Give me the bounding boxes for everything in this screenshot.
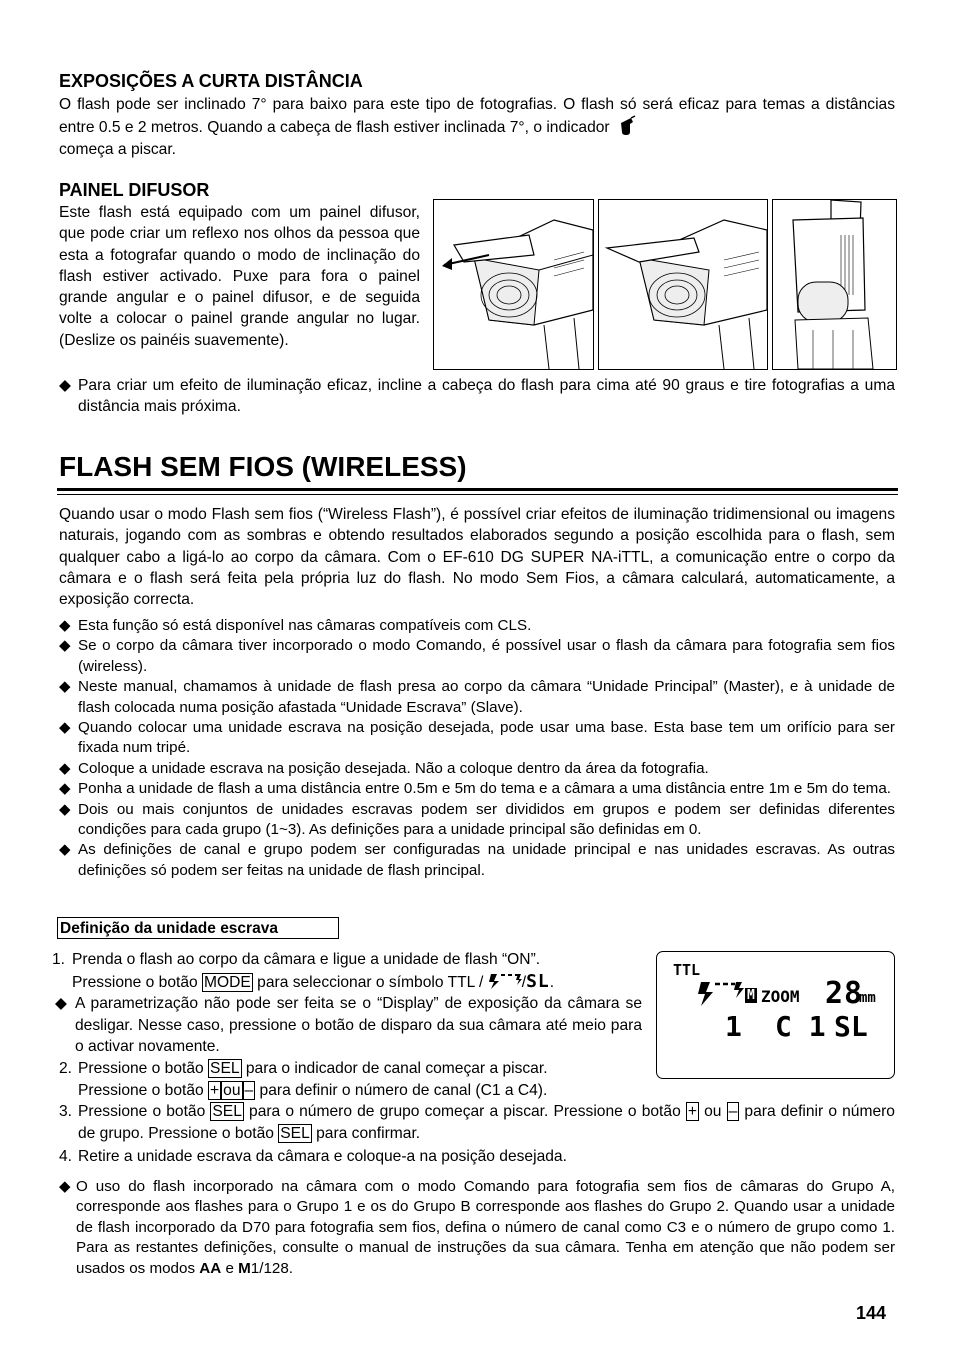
step-3: 3. Pressione o botão SEL para o número de grupo começar a piscar. Pressione o botão + ou – para definir o número de grupo. Pressione o botão SEL para confirmar. xyxy=(59,1103,895,1143)
sel-button-label: SEL xyxy=(212,1103,242,1120)
diamond-bullet-icon: ◆ xyxy=(59,637,71,655)
lcd-mode: SL xyxy=(834,1010,868,1043)
lcd-channel: C 1 xyxy=(775,1010,826,1043)
list-item: ◆ Se o corpo da câmara tiver incorporado o modo Comando, é possível usar o flash da câmara para fotografia sem fios (wireless). xyxy=(59,637,895,675)
sel-button-label: SEL xyxy=(210,1059,240,1077)
wireless-intro: Quando usar o modo Flash sem fios (“Wireless Flash”), é possível criar efeitos de iluminação tridimensional ou imagens naturais, jogando com as sombras e obtendo resultados elaborados segundo a posição escolhida para o flash, sem qualquer cabo a ligá-lo ao corpo da câmara. Com o EF-610 DG SUPER NA-iTTL, a comunicação entre o corpo da câmara e o flash será feita pela própria luz do flash. No modo Sem Fios, a câmara calculará, automaticamente, a exposição correcta. xyxy=(59,506,895,609)
page-number: 144 xyxy=(856,1303,887,1323)
diamond-bullet-icon: ◆ xyxy=(59,719,71,737)
diffuser-figure-1 xyxy=(433,199,594,370)
sel-button-label: SEL xyxy=(280,1125,310,1143)
minus-button-label: – xyxy=(244,1081,254,1099)
title-rule-thin xyxy=(57,494,898,495)
wireless-title: FLASH SEM FIOS (WIRELESS) xyxy=(59,451,467,482)
slave-steps-left xyxy=(52,949,642,1101)
list-item: ◆ Quando colocar uma unidade escrava na posição desejada, pode usar uma base. Esta base tem um orifício para ser fixada num tripé. xyxy=(59,719,895,757)
list-item: ◆ Ponha a unidade de flash a uma distância entre 0.5m e 5m do tema e a câmara a uma distância entre 1m e 5m do tema. xyxy=(59,779,895,799)
flash-head-diffuser-illustration xyxy=(599,200,767,369)
list-item: ◆ Esta função só está disponível nas câmaras compatíveis com CLS. xyxy=(59,616,895,636)
plus-button-label: + xyxy=(687,1103,697,1120)
diamond-bullet-icon: ◆ xyxy=(59,780,71,798)
list-item: ◆ Coloque a unidade escrava na posição desejada. Não a coloque dentro da área da fotografia. xyxy=(59,759,895,779)
diffuser-paragraph: Este flash está equipado com um painel difusor, que pode criar um reflexo nos olhos da pessoa que esta a fotografar quando o modo de inclinação do flash estiver activado. Puxe para fora o painel grande angular e o painel difusor, e de seguida volte a colocar o painel grande angular no lugar. (Deslize os painéis suavemente). xyxy=(59,204,420,349)
lcd-group: 1 xyxy=(725,1010,742,1043)
lcd-unit: mm xyxy=(859,990,876,1006)
minus-button-label: – xyxy=(728,1103,738,1120)
diamond-bullet-icon: ◆ xyxy=(59,841,71,859)
lcd-zoom-value: 28 xyxy=(825,976,864,1011)
step-4: 4. Retire a unidade escrava da câmara e coloque-a na posição desejada. xyxy=(59,1147,567,1165)
wireless-bullets xyxy=(59,616,895,881)
close-up-paragraph xyxy=(59,94,895,160)
heading-diffuser: PAINEL DIFUSOR xyxy=(59,180,210,200)
plus-button-label: + xyxy=(210,1081,220,1099)
diamond-bullet-icon: ◆ xyxy=(59,377,71,394)
lcd-zoom-label: ZOOM xyxy=(761,987,800,1006)
slave-heading: Definição da unidade escrava xyxy=(57,917,339,939)
list-item: ◆ Dois ou mais conjuntos de unidades escravas podem ser divididos em grupos e podem ser definidas diferentes condições para cada grupo (1~3). As definições para a unidade principal são definidas em 0. xyxy=(59,800,895,839)
final-note: ◆ O uso do flash incorporado na câmara com o modo Comando para fotografia sem fios de câmaras do Grupo A, corresponde aos flashes para o Grupo 1 e os do Grupo B corresponde aos flashes do Grupo 2. Quando usar a unidade de flash incorporado da D70 para fotografia sem fios, defina o número de canal como C3 e o número de grupo como 1. Para as restantes definições, consulte o manual de instruções da sua câmara. Tenha em atenção que não podem ser usados os modos AA e M1/128. xyxy=(59,1178,895,1277)
diamond-bullet-icon: ◆ xyxy=(59,759,71,777)
diamond-bullet-icon: ◆ xyxy=(59,678,71,696)
diamond-bullet-icon: ◆ xyxy=(59,800,71,818)
wireless-flash-icon xyxy=(488,972,522,990)
mode-button-label: MODE xyxy=(204,973,251,991)
lcd-display xyxy=(656,951,895,1079)
diffuser-bullet: ◆ Para criar um efeito de iluminação eficaz, incline a cabeça do flash para cima até 90 graus e tire fotografias a uma distância mais próxima. xyxy=(59,377,895,416)
flash-tilt-indicator-icon xyxy=(616,115,636,137)
diffuser-figure-2 xyxy=(598,199,768,370)
diamond-bullet-icon: ◆ xyxy=(59,1178,71,1195)
step-2: 2. Pressione o botão SEL para o indicador de canal começar a piscar. Pressione o botão + ou – para definir o número de canal (C1 a C4). xyxy=(59,1059,548,1099)
diamond-bullet-icon: ◆ xyxy=(59,617,71,634)
step-1: 1. Prenda o flash ao corpo da câmara e ligue a unidade de flash “ON”. Pressione o botão MODE para seleccionar o símbolo TTL / /SL. xyxy=(52,951,555,992)
slave-steps-full xyxy=(52,1101,895,1168)
lcd-ttl: TTL xyxy=(673,961,701,979)
slave-mode-symbol: SL xyxy=(526,970,550,992)
flash-bounce-up-illustration xyxy=(773,200,896,369)
step-1-note: ◆ A parametrização não pode ser feita se o “Display” de exposição da câmara se desligar. Nesse caso, pressione o botão de disparo da sua câmara até meio para o activar novamente. xyxy=(55,995,642,1056)
title-rule-thick xyxy=(57,488,898,491)
list-item: ◆ Neste manual, chamamos à unidade de flash presa ao corpo da câmara “Unidade Principal” (Master), e à unidade de flash colocada numa posição afastada “Unidade Escrava” (Slave). xyxy=(59,678,895,716)
diamond-bullet-icon: ◆ xyxy=(55,995,67,1013)
list-item: ◆ As definições de canal e grupo podem ser configuradas na unidade principal e nas unidades escravas. As outras definições só podem ser feitas na unidade de flash principal. xyxy=(59,841,895,879)
diffuser-figure-3 xyxy=(772,199,897,370)
wireless-flash-icon xyxy=(697,980,745,1008)
lcd-m-badge: M xyxy=(747,988,755,1003)
heading-close-up: EXPOSIÇÕES A CURTA DISTÂNCIA xyxy=(59,71,363,91)
flash-head-pull-out-illustration xyxy=(434,200,593,369)
close-up-text: O flash pode ser inclinado 7° para baixo para este tipo de fotografias. O flash só será eficaz para temas a distâncias entre 0.5 e 2 metros. Quando a cabeça de flash estiver inclinada 7°, o indicador xyxy=(59,96,895,137)
close-up-text-end: começa a piscar. xyxy=(59,140,177,158)
